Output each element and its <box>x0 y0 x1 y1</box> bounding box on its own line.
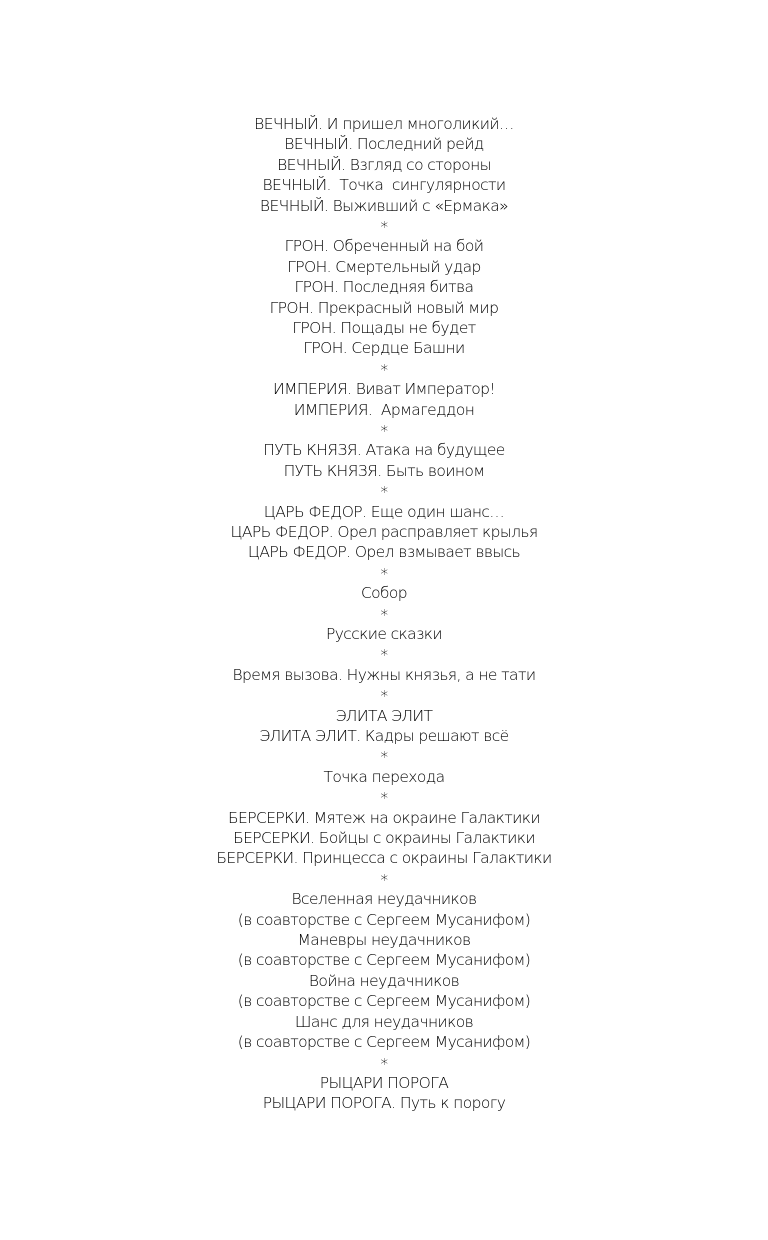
series-separator: * <box>380 646 388 665</box>
book-title-line: ВЕЧНЫЙ. Точка сингулярности <box>262 176 506 195</box>
book-title-line: ГРОН. Смертельный удар <box>287 257 481 276</box>
book-title-line: ЦАРЬ ФЕДОР. Еще один шанс… <box>263 502 505 521</box>
book-title-line: Маневры неудачников <box>297 931 471 950</box>
book-title-line: (в соавторстве с Сергеем Мусанифом) <box>237 992 531 1011</box>
book-title-line: ГРОН. Обреченный на бой <box>284 237 484 256</box>
series-separator: * <box>380 564 388 583</box>
book-title-line: ИМПЕРИЯ. Армагеддон <box>293 400 475 419</box>
series-separator: * <box>380 483 388 502</box>
book-title-line: ГРОН. Прекрасный новый мир <box>269 298 499 317</box>
book-title-line: ВЕЧНЫЙ. Последний рейд <box>284 135 484 154</box>
series-separator: * <box>380 870 388 889</box>
book-title-line: ЦАРЬ ФЕДОР. Орел расправляет крылья <box>230 523 538 542</box>
book-title-line: ПУТЬ КНЯЗЯ. Быть воином <box>283 461 485 480</box>
book-title-line: БЕРСЕРКИ. Мятеж на окраине Галактики <box>228 808 540 827</box>
series-separator: * <box>380 687 388 706</box>
book-title-line: Русские сказки <box>325 625 443 644</box>
book-title-line: Точка перехода <box>323 767 445 786</box>
book-title-line: ВЕЧНЫЙ. Взгляд со стороны <box>277 155 491 174</box>
series-separator: * <box>380 789 388 808</box>
series-separator: * <box>380 360 388 379</box>
series-separator: * <box>380 422 388 441</box>
series-separator: * <box>380 218 388 237</box>
book-title-line: (в соавторстве с Сергеем Мусанифом) <box>237 1033 531 1052</box>
book-list <box>0 114 768 1114</box>
book-title-line: ИМПЕРИЯ. Виват Император! <box>272 380 495 399</box>
book-title-line: (в соавторстве с Сергеем Мусанифом) <box>237 910 531 929</box>
book-title-line: Война неудачников <box>308 971 460 990</box>
series-separator: * <box>380 748 388 767</box>
book-title-line: ГРОН. Последняя битва <box>294 278 474 297</box>
book-title-line: ГРОН. Сердце Башни <box>303 339 465 358</box>
book-title-line: ВЕЧНЫЙ. И пришел многоликий… <box>254 115 514 133</box>
book-title-line: Время вызова. Нужны князья, а не тати <box>232 665 536 684</box>
book-title-line: (в соавторстве с Сергеем Мусанифом) <box>237 951 531 970</box>
series-separator: * <box>380 605 388 624</box>
book-title-line: Вселенная неудачников <box>291 890 477 909</box>
book-title-line: ЭЛИТА ЭЛИТ <box>335 706 433 725</box>
book-title-line: Собор <box>360 584 408 603</box>
book-title-line: Шанс для неудачников <box>294 1012 474 1031</box>
book-title-line: ПУТЬ КНЯЗЯ. Атака на будущее <box>263 441 505 460</box>
book-title-line: ВЕЧНЫЙ. Выживший с «Ермака» <box>259 196 509 215</box>
book-title-line: ЦАРЬ ФЕДОР. Орел взмывает ввысь <box>247 543 521 562</box>
book-title-line: ЭЛИТА ЭЛИТ. Кадры решают всё <box>259 727 509 746</box>
book-title-line: ГРОН. Пощады не будет <box>292 319 476 338</box>
book-title-line: БЕРСЕРКИ. Бойцы с окраины Галактики <box>233 829 535 848</box>
book-title-line: РЫЦАРИ ПОРОГА. Путь к порогу <box>262 1094 506 1113</box>
book-title-line: РЫЦАРИ ПОРОГА <box>319 1073 449 1092</box>
series-separator: * <box>380 1054 388 1073</box>
book-title-line: БЕРСЕРКИ. Принцесса с окраины Галактики <box>216 849 552 868</box>
